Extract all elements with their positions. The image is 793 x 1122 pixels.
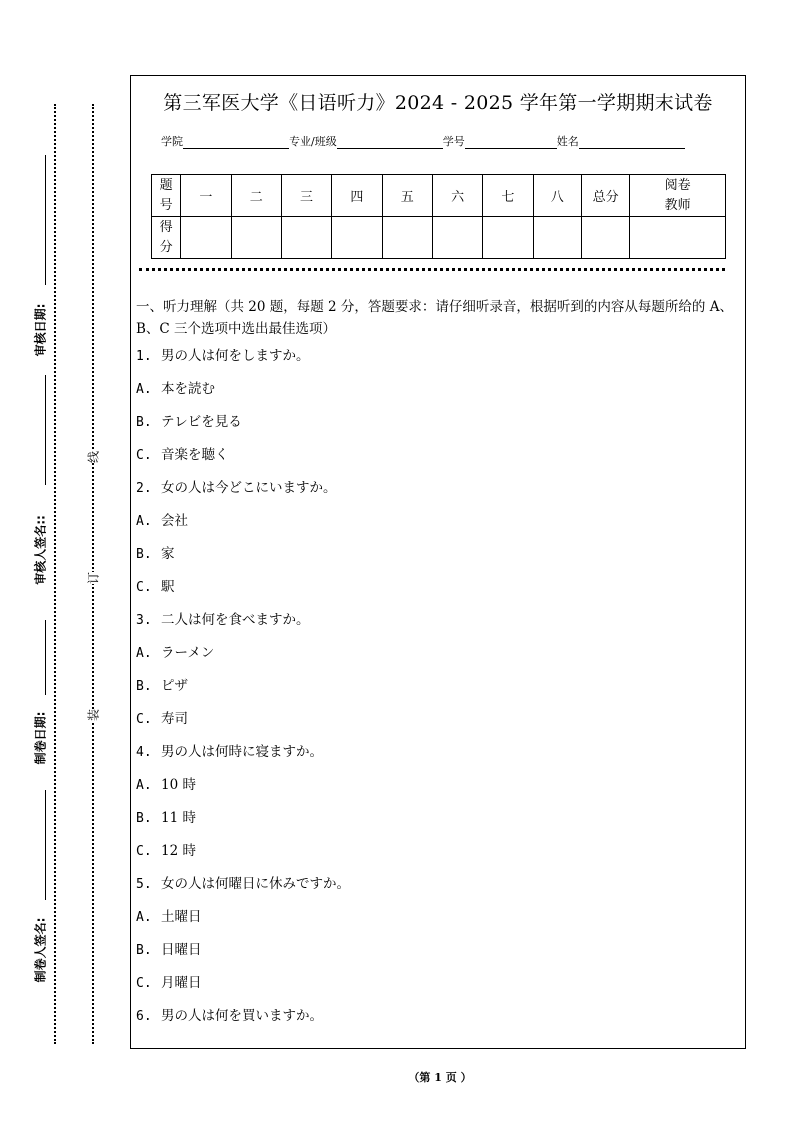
col-6: 六: [432, 175, 482, 217]
option-item: [136, 511, 736, 544]
score-table-score-row: [152, 217, 726, 259]
item-text: ラーメン: [161, 645, 215, 661]
binding-char-line: 线: [83, 451, 104, 463]
maker-sign-label: 制卷人签名:: [33, 917, 48, 983]
item-label: B.: [136, 943, 152, 958]
item-text: 土曜日: [161, 909, 202, 925]
score-cell-6[interactable]: [432, 217, 482, 259]
item-text: 月曜日: [161, 975, 202, 991]
exam-frame: [130, 75, 746, 1049]
item-text: 二人は何を食べますか。: [161, 612, 310, 628]
score-cell-2[interactable]: [231, 217, 281, 259]
page-footer: （第 1 页 ）: [408, 1071, 472, 1084]
item-text: 11 時: [161, 810, 196, 826]
item-text: 家: [161, 546, 175, 562]
review-date-blank: [45, 155, 46, 285]
option-item: [136, 544, 736, 577]
score-cell-7[interactable]: [483, 217, 533, 259]
college-blank[interactable]: [183, 136, 289, 149]
binding-char-stitch: 装: [83, 709, 104, 721]
question-number-label: 题号: [152, 175, 181, 217]
score-label: 得分: [152, 217, 181, 259]
review-date-label: 审核日期:: [33, 303, 48, 357]
student-id-label: 学号: [442, 135, 465, 148]
option-item: [136, 841, 736, 874]
outer-dotted-line: [54, 104, 56, 1044]
item-text: 本を読む: [161, 381, 215, 397]
item-text: 寿司: [161, 711, 188, 727]
col-grader: 阅卷教师: [630, 175, 726, 217]
maker-date-blank: [45, 620, 46, 695]
item-label: 6.: [136, 1009, 152, 1024]
binding-char-bind: 订: [83, 572, 104, 584]
col-8: 八: [533, 175, 581, 217]
item-label: B.: [136, 547, 152, 562]
student-info-row: [161, 133, 685, 149]
col-4: 四: [332, 175, 382, 217]
option-item: [136, 907, 736, 940]
item-label: C.: [136, 712, 152, 727]
col-5: 五: [382, 175, 432, 217]
item-text: 日曜日: [161, 942, 202, 958]
col-2: 二: [231, 175, 281, 217]
item-label: 1.: [136, 349, 152, 364]
item-label: A.: [136, 382, 152, 397]
item-text: 女の人は何曜日に休みですか。: [161, 876, 350, 892]
item-label: A.: [136, 646, 152, 661]
option-item: [136, 676, 736, 709]
reviewer-sign-label: 审核人签名::: [33, 515, 48, 585]
score-table: [151, 174, 726, 259]
option-item: [136, 709, 736, 742]
item-label: A.: [136, 910, 152, 925]
item-label: B.: [136, 679, 152, 694]
item-label: 5.: [136, 877, 152, 892]
option-item: [136, 412, 736, 445]
question-item: [136, 874, 736, 907]
maker-date-label: 制卷日期:: [33, 711, 48, 765]
score-cell-5[interactable]: [382, 217, 432, 259]
option-item: [136, 808, 736, 841]
item-label: C.: [136, 976, 152, 991]
item-text: 10 時: [161, 777, 196, 793]
maker-sign-blank: [45, 790, 46, 900]
option-item: [136, 775, 736, 808]
student-id-blank[interactable]: [465, 136, 557, 149]
question-item: [136, 1006, 736, 1039]
score-cell-grader[interactable]: [630, 217, 726, 259]
item-text: 男の人は何時に寝ますか。: [161, 744, 323, 760]
question-item: [136, 478, 736, 511]
exam-title: 第三军医大学《日语听力》2024 - 2025 学年第一学期期末试卷: [163, 92, 713, 114]
score-table-header-row: [152, 175, 726, 217]
question-list: [136, 346, 736, 1039]
item-text: テレビを見る: [161, 414, 242, 430]
question-item: [136, 742, 736, 775]
score-cell-total[interactable]: [581, 217, 629, 259]
item-label: 2.: [136, 481, 152, 496]
col-7: 七: [483, 175, 533, 217]
question-item: [136, 346, 736, 379]
score-cell-3[interactable]: [281, 217, 331, 259]
reviewer-sign-blank: [45, 375, 46, 485]
item-label: 4.: [136, 745, 152, 760]
score-cell-8[interactable]: [533, 217, 581, 259]
item-label: B.: [136, 811, 152, 826]
item-text: ピザ: [161, 678, 188, 694]
option-item: [136, 940, 736, 973]
major-class-blank[interactable]: [337, 136, 443, 149]
item-text: 駅: [161, 579, 175, 595]
col-3: 三: [281, 175, 331, 217]
score-cell-4[interactable]: [332, 217, 382, 259]
option-item: [136, 577, 736, 610]
item-label: A.: [136, 778, 152, 793]
col-1: 一: [181, 175, 231, 217]
item-text: 12 時: [161, 843, 196, 859]
item-label: B.: [136, 415, 152, 430]
section-heading: 一、听力理解（共 20 题，每题 2 分，答题要求：请仔细听录音，根据听到的内容从每题所给的 A、B、C 三个选项中选出最佳选项）: [136, 299, 733, 337]
option-item: [136, 643, 736, 676]
item-label: 3.: [136, 613, 152, 628]
option-item: [136, 445, 736, 478]
college-label: 学院: [161, 135, 183, 148]
option-item: [136, 973, 736, 1006]
question-item: [136, 610, 736, 643]
item-text: 音楽を聴く: [161, 447, 229, 463]
score-cell-1[interactable]: [181, 217, 231, 259]
item-label: C.: [136, 844, 152, 859]
item-label: C.: [136, 580, 152, 595]
option-item: [136, 379, 736, 412]
name-blank[interactable]: [579, 136, 685, 149]
item-label: A.: [136, 514, 152, 529]
item-text: 会社: [161, 513, 188, 529]
col-total: 总分: [581, 175, 629, 217]
name-label: 姓名: [556, 135, 579, 148]
item-text: 男の人は何をしますか。: [161, 348, 310, 364]
major-class-label: 专业/班级: [289, 135, 337, 148]
section-separator: [139, 268, 725, 271]
item-text: 男の人は何を買いますか。: [161, 1008, 323, 1024]
item-label: C.: [136, 448, 152, 463]
item-text: 女の人は今どこにいますか。: [161, 480, 337, 496]
